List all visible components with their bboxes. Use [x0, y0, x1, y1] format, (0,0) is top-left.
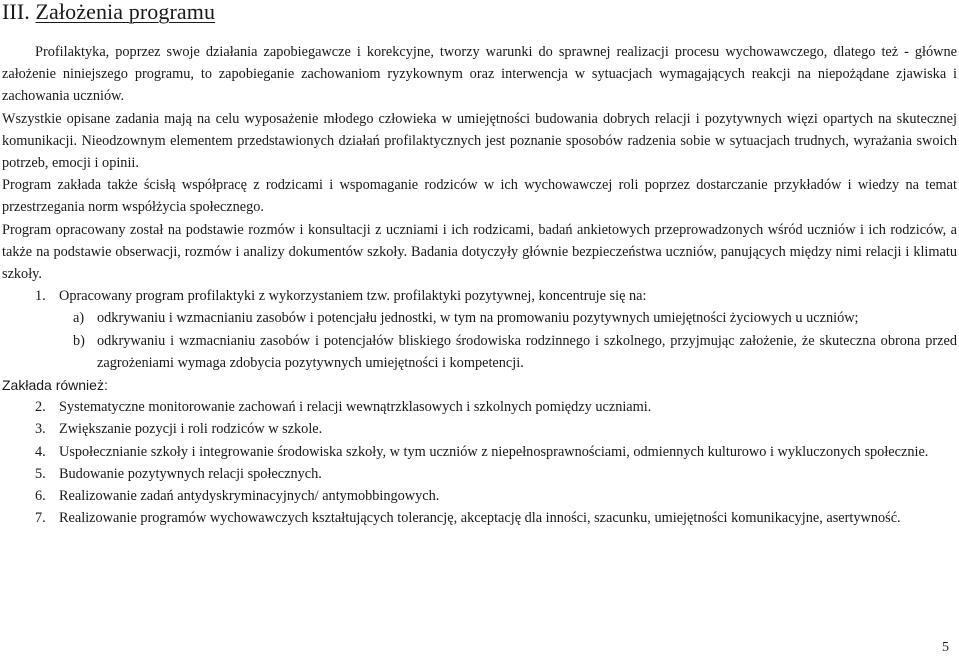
paragraph-parents: Program zakłada także ścisłą współpracę z rodzicami i wspomaganie rodziców w ich wychowawczej roli poprzez dostarczanie przykładów i wiedzy na temat przestrzegania norm współżycia społecznego. — [2, 177, 957, 216]
also-assumes-label: Zakłada również: — [2, 377, 108, 394]
sub-list-item-marker: b) — [73, 332, 85, 349]
list-item-text: Opracowany program profilaktyki z wykorzystaniem tzw. profilaktyki pozytywnej, koncentruje się na: — [59, 288, 647, 305]
section-number: III. — [2, 0, 30, 24]
sub-list-item-text: odkrywaniu i wzmacnianiu zasobów i potencjałów bliskiego środowiska rodzinnego i szkolnego, przyjmując założenie, że skuteczna obrona przed zagrożeniami wymaga zdobycia pozytywnych umiejętności i kompetencji. — [97, 332, 957, 371]
list-item-number: 4. — [35, 443, 46, 460]
list-item-text: Zwiększanie pozycji i roli rodziców w szkole. — [59, 421, 323, 438]
list-item — [2, 463, 957, 485]
list-item — [2, 485, 957, 507]
list-item — [2, 396, 957, 418]
list-item-number: 2. — [35, 399, 46, 416]
list-item — [2, 418, 957, 440]
sub-list-item-text: odkrywaniu i wzmacnianiu zasobów i potencjału jednostki, w tym na promowaniu pozytywnych umiejętności życiowych u uczniów; — [97, 310, 859, 327]
body-text — [2, 41, 957, 529]
section-heading — [2, 0, 215, 25]
sub-list-item — [2, 330, 957, 374]
list-item-text: Budowanie pozytywnych relacji społecznych. — [59, 465, 322, 482]
paragraph-basis: Program opracowany został na podstawie rozmów i konsultacji z uczniami i ich rodzicami, badań ankietowych przeprowadzonych wśród uczniów i ich rodziców, a także na podstawie obserwacji, rozmów i analizy dokumentów szkoły. Badania dotyczyły głównie bezpieczeństwa uczniów, panujących między nimi relacji i klimatu szkoły. — [2, 221, 957, 283]
list-item-text: Realizowanie programów wychowawczych kształtujących tolerancję, akceptację dla inności, szacunku, umiejętności komunikacyjne, asertywność. — [59, 510, 901, 527]
paragraph-tasks: Wszystkie opisane zadania mają na celu wyposażenie młodego człowieka w umiejętności budowania dobrych relacji i pozytywnych więzi opartych na skutecznej komunikacji. Nieodzownym elementem przedstawionych działań profilaktycznych jest poznanie sposobów radzenia sobie w sytuacjach trudnych, wyrażania swoich potrzeb, emocji i opinii. — [2, 110, 957, 172]
list-item-text: Realizowanie zadań antydyskryminacyjnych/ antymobbingowych. — [59, 488, 440, 505]
sub-list-item — [2, 307, 957, 329]
list-item-number: 5. — [35, 465, 46, 482]
page-number: 5 — [942, 640, 949, 655]
list-item-number: 7. — [35, 510, 46, 527]
sub-list-item-marker: a) — [73, 310, 85, 327]
section-title: Założenia programu — [35, 0, 216, 24]
list-item-number: 6. — [35, 488, 46, 505]
paragraph-intro: Profilaktyka, poprzez swoje działania zapobiegawcze i korekcyjne, tworzy warunki do sprawnej realizacji procesu wychowawczego, dlatego też - główne założenie niniejszego programu, to zapobieganie zachowaniom ryzykownym oraz interwencja w sytuacjach wymagających reakcji na niepożądane zjawiska i zachowania uczniów. — [2, 44, 957, 105]
list-item-number: 1. — [35, 288, 46, 305]
list-item — [2, 285, 957, 307]
list-item-number: 3. — [35, 421, 46, 438]
list-item — [2, 441, 957, 463]
list-item-text: Systematyczne monitorowanie zachowań i relacji wewnątrzklasowych i szkolnych pomiędzy uczniami. — [59, 399, 652, 416]
list-item-text: Uspołecznianie szkoły i integrowanie środowiska szkoły, w tym uczniów z niepełnosprawnościami, odmiennych kulturowo i wykluczonych społecznie. — [59, 443, 929, 460]
list-item — [2, 507, 957, 529]
